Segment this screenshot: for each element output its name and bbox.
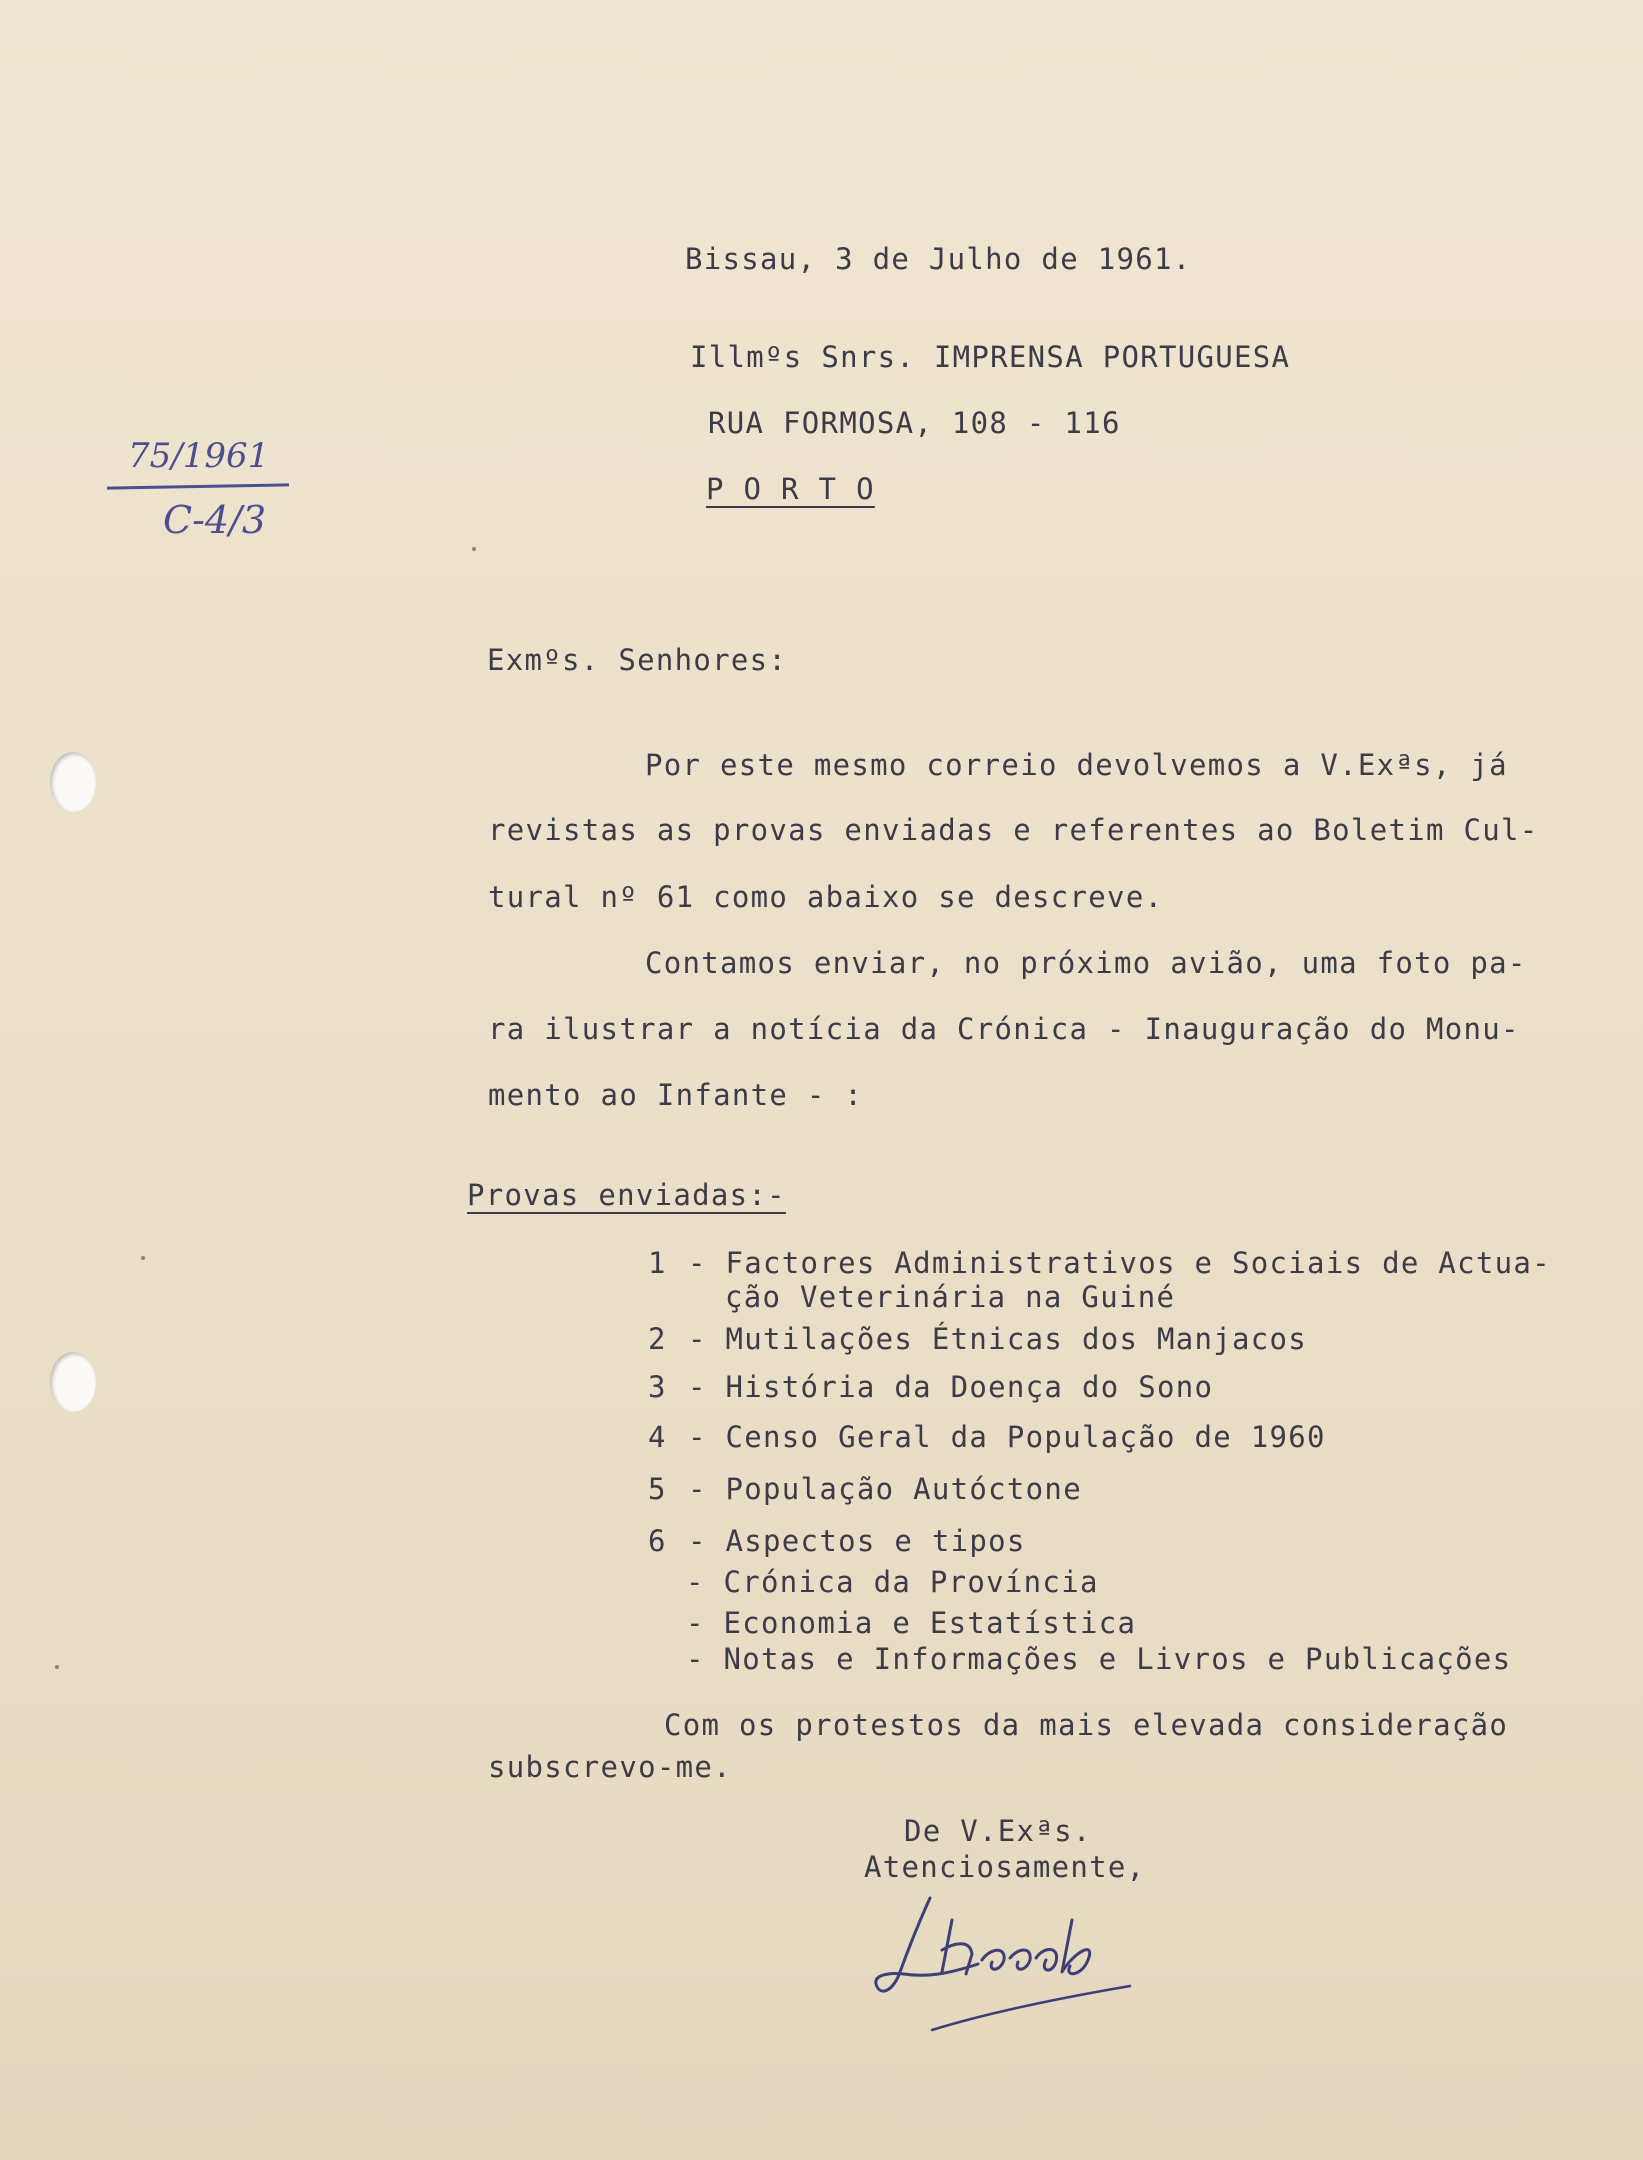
handwritten-file-code: C-4/3 bbox=[163, 498, 267, 542]
handwritten-ref-number: 75/1961 bbox=[128, 436, 270, 476]
paragraph-2-line-2: ra ilustrar a notícia da Crónica - Inauguração do Monu- bbox=[488, 1012, 1520, 1046]
closing-line-1: Com os protestos da mais elevada consideração bbox=[664, 1708, 1509, 1742]
closing-greeting: De V.Exªs. bbox=[904, 1814, 1092, 1848]
handwritten-underline bbox=[107, 483, 289, 489]
paper-speck bbox=[55, 1665, 59, 1669]
list-sub-item: - Notas e Informações e Livros e Publicações bbox=[686, 1642, 1512, 1676]
paper-speck bbox=[472, 547, 476, 551]
salutation: Exmºs. Senhores: bbox=[487, 643, 788, 677]
recipient-city: P O R T O bbox=[706, 472, 875, 506]
list-item-number: 1 bbox=[648, 1246, 667, 1280]
list-item-number: 3 bbox=[648, 1370, 667, 1404]
list-item-text: - Mutilações Étnicas dos Manjacos bbox=[688, 1322, 1308, 1356]
recipient-street: RUA FORMOSA, 108 - 116 bbox=[708, 406, 1121, 440]
list-item-number: 4 bbox=[648, 1420, 667, 1454]
handwritten-signature bbox=[860, 1880, 1180, 2040]
paragraph-1-line-1: Por este mesmo correio devolvemos a V.Exªs, já bbox=[645, 748, 1508, 782]
list-item-text: - Censo Geral da População de 1960 bbox=[688, 1420, 1326, 1454]
recipient-name: Illmºs Snrs. IMPRENSA PORTUGUESA bbox=[690, 340, 1291, 374]
closing-valediction: Atenciosamente, bbox=[864, 1850, 1146, 1884]
list-item-text: - Factores Administrativos e Sociais de Actua- bbox=[688, 1246, 1551, 1280]
closing-line-2: subscrevo-me. bbox=[488, 1750, 732, 1784]
paragraph-1-line-3: tural nº 61 como abaixo se descreve. bbox=[488, 880, 1164, 914]
list-item-text: - População Autóctone bbox=[688, 1472, 1082, 1506]
paragraph-2-line-1: Contamos enviar, no próximo avião, uma foto pa- bbox=[645, 946, 1527, 980]
list-item-number: 5 bbox=[648, 1472, 667, 1506]
punch-hole-top bbox=[50, 752, 96, 812]
list-item-number: 6 bbox=[648, 1524, 667, 1558]
list-sub-item: - Crónica da Província bbox=[686, 1565, 1099, 1599]
list-item-text: - Aspectos e tipos bbox=[688, 1524, 1026, 1558]
list-item-text: - História da Doença do Sono bbox=[688, 1370, 1214, 1404]
proofs-heading: Provas enviadas:- bbox=[467, 1178, 786, 1212]
paragraph-1-line-2: revistas as provas enviadas e referentes ao Boletim Cul- bbox=[488, 813, 1539, 847]
list-sub-item: - Economia e Estatística bbox=[686, 1606, 1137, 1640]
place-date: Bissau, 3 de Julho de 1961. bbox=[685, 242, 1192, 276]
paragraph-2-line-3: mento ao Infante - : bbox=[488, 1078, 864, 1112]
list-item-number: 2 bbox=[648, 1322, 667, 1356]
list-item-text-continued: ção Veterinária na Guiné bbox=[725, 1280, 1176, 1314]
punch-hole-bottom bbox=[50, 1352, 96, 1412]
paper-speck bbox=[141, 1256, 145, 1260]
